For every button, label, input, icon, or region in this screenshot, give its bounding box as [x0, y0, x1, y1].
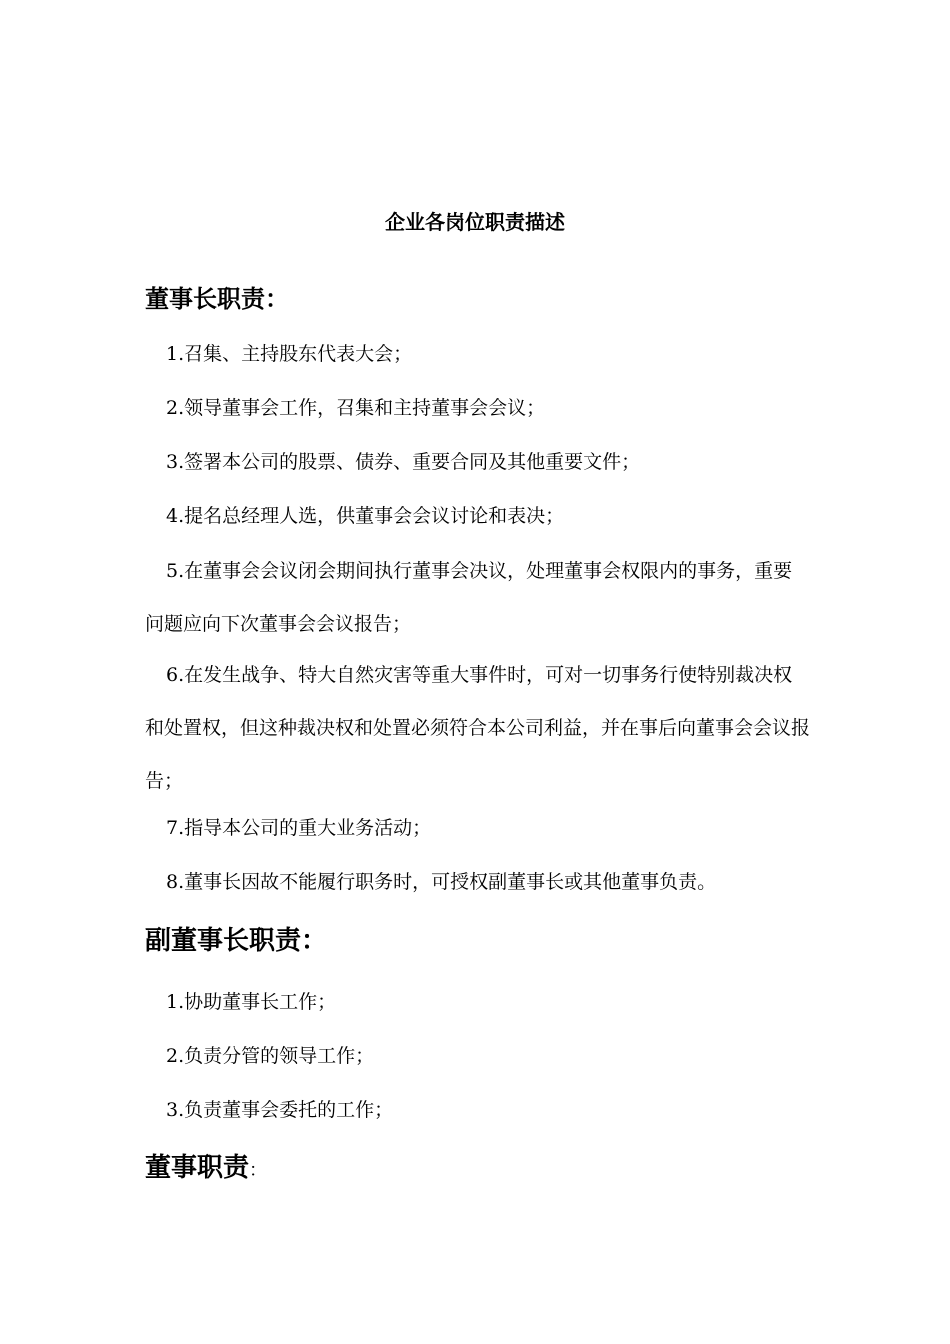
section-heading-director-text: 董事职责	[145, 1153, 250, 1183]
section-heading-chairman: 董事长职责：	[145, 285, 289, 313]
list-item: 5.在董事会会议闭会期间执行董事会决议，处理董事会权限内的事务，重要问题应向下次董事会会议报告；	[145, 560, 793, 635]
list-item: 3.负责董事会委托的工作；	[166, 1099, 394, 1121]
section-heading-director	[145, 1150, 267, 1189]
list-item: 2.领导董事会工作，召集和主持董事会会议；	[166, 397, 546, 419]
list-item: 1.召集、主持股东代表大会；	[166, 343, 413, 365]
list-item: 4.提名总经理人选，供董事会会议讨论和表决；	[166, 505, 565, 527]
list-item: 8.董事长因故不能履行职务时，可授权副董事长或其他董事负责。	[166, 871, 717, 893]
list-item: 1.协助董事长工作；	[166, 991, 337, 1013]
section-heading-director-colon: ：	[249, 1160, 268, 1181]
list-item: 7.指导本公司的重大业务活动；	[166, 817, 432, 839]
list-item: 2.负责分管的领导工作；	[166, 1045, 375, 1067]
list-item: 6.在发生战争、特大自然灾害等重大事件时，可对一切事务行使特别裁决权和处置权，但这种裁决权和处置必须符合本公司利益，并在事后向董事会会议报告；	[145, 664, 811, 792]
section-heading-vice-chairman: 副董事长职责：	[145, 926, 328, 956]
document-title: 企业各岗位职责描述	[385, 210, 565, 234]
list-item: 3.签署本公司的股票、债券、重要合同及其他重要文件；	[166, 451, 641, 473]
